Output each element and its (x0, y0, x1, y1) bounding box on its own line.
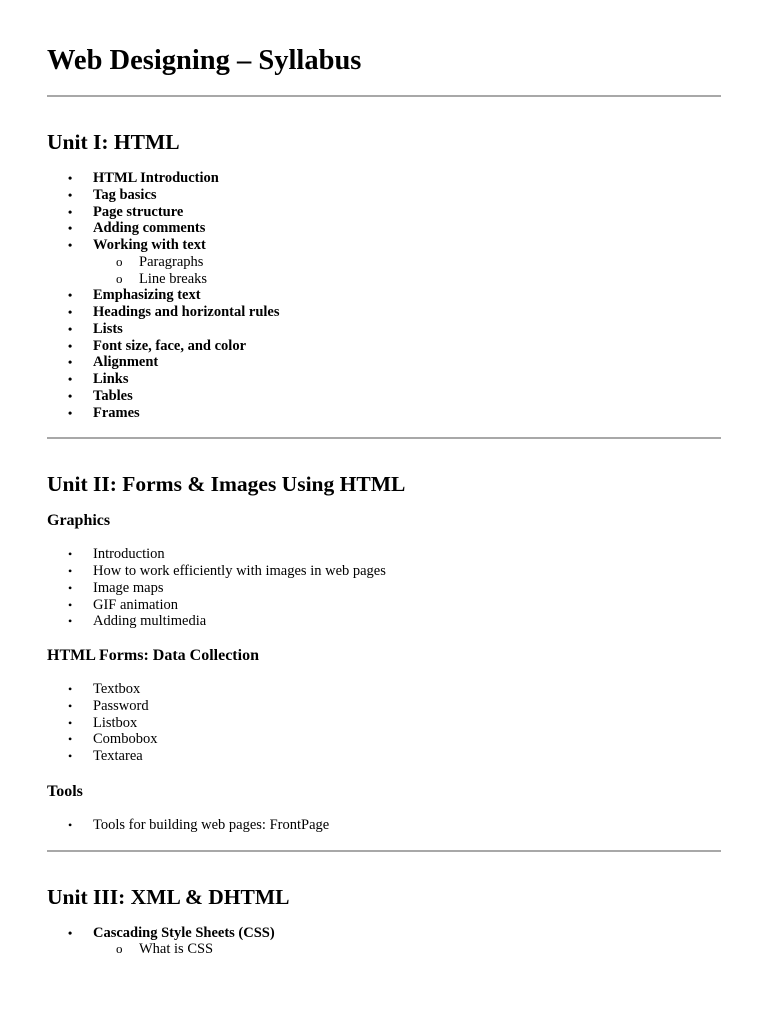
bullet-icon: • (68, 564, 73, 578)
bullet-icon: • (68, 925, 73, 940)
circle-bullet-icon: o (116, 270, 123, 286)
bullet-icon: • (68, 204, 73, 219)
bullet-icon: • (68, 171, 73, 185)
forms-topic-list (47, 681, 721, 765)
list-item: • Adding comments (68, 220, 206, 237)
list-item: • Textarea (68, 748, 143, 764)
unit-3-topic-list (47, 925, 721, 959)
bullet-icon: • (68, 238, 73, 252)
list-item: • Links (68, 371, 129, 387)
forms-heading: HTML Forms: Data Collection (47, 647, 259, 664)
bullet-icon: • (68, 682, 73, 696)
tools-topic-list (47, 817, 721, 834)
list-item: • Combobox (68, 731, 158, 748)
document-page (47, 0, 721, 958)
unit-1-heading: Unit I: HTML (47, 130, 180, 154)
list-item: • Lists (68, 320, 123, 337)
circle-bullet-icon: o (116, 253, 123, 269)
list-item: • Headings and horizontal rules (68, 304, 280, 320)
list-item: • Tables (68, 387, 133, 404)
list-item: • Textbox (68, 681, 141, 697)
bullet-icon: • (68, 221, 73, 236)
bullet-icon: • (68, 817, 73, 832)
bullet-icon: • (68, 405, 73, 420)
list-item: • Font size, face, and color (68, 337, 247, 354)
bullet-icon: • (68, 288, 73, 303)
bullet-icon: • (68, 305, 73, 319)
bullet-icon: • (68, 187, 73, 202)
unit-1-topic-list (47, 170, 721, 421)
list-item: • Emphasizing text (68, 287, 201, 304)
list-item: • How to work efficiently with images in web pages (68, 563, 386, 579)
list-item: • Introduction (68, 546, 165, 563)
circle-bullet-icon: o (116, 941, 123, 957)
list-item: • Frames (68, 404, 140, 421)
list-item: • Working with text (68, 237, 206, 253)
bullet-icon: • (68, 715, 73, 730)
tools-heading: Tools (47, 782, 83, 800)
bullet-icon: • (68, 355, 73, 370)
bullet-icon: • (68, 749, 73, 763)
bullet-icon: • (68, 547, 73, 562)
list-item: • Image maps (68, 579, 164, 596)
bullet-icon: • (68, 597, 73, 612)
bullet-icon: • (68, 372, 73, 386)
list-item: • Listbox (68, 714, 138, 731)
list-item: • Tag basics (68, 186, 157, 203)
list-item: • Tools for building web pages: FrontPage (68, 816, 330, 833)
bullet-icon: • (68, 614, 73, 629)
sub-list-item: o Paragraphs (116, 253, 204, 270)
bullet-icon: • (68, 732, 73, 747)
list-item: • GIF animation (68, 596, 178, 613)
sub-list-item: o What is CSS (116, 941, 214, 958)
list-item: • Password (68, 697, 149, 714)
unit-3-heading: Unit III: XML & DHTML (47, 884, 290, 909)
bullet-icon: • (68, 321, 73, 336)
bullet-icon: • (68, 580, 73, 595)
bullet-icon: • (68, 698, 73, 713)
unit-2-heading: Unit II: Forms & Images Using HTML (47, 472, 406, 497)
list-item: • Page structure (68, 203, 184, 220)
bullet-icon: • (68, 388, 73, 403)
sub-list-item: o Line breaks (116, 270, 208, 287)
graphics-topic-list (47, 546, 721, 630)
list-item: • Cascading Style Sheets (CSS) (68, 924, 275, 941)
list-item: • Alignment (68, 354, 159, 371)
page-title: Web Designing – Syllabus (47, 45, 362, 76)
list-item: • Adding multimedia (68, 613, 207, 630)
graphics-heading: Graphics (47, 512, 111, 530)
bullet-icon: • (68, 338, 73, 353)
list-item: • HTML Introduction (68, 170, 219, 186)
